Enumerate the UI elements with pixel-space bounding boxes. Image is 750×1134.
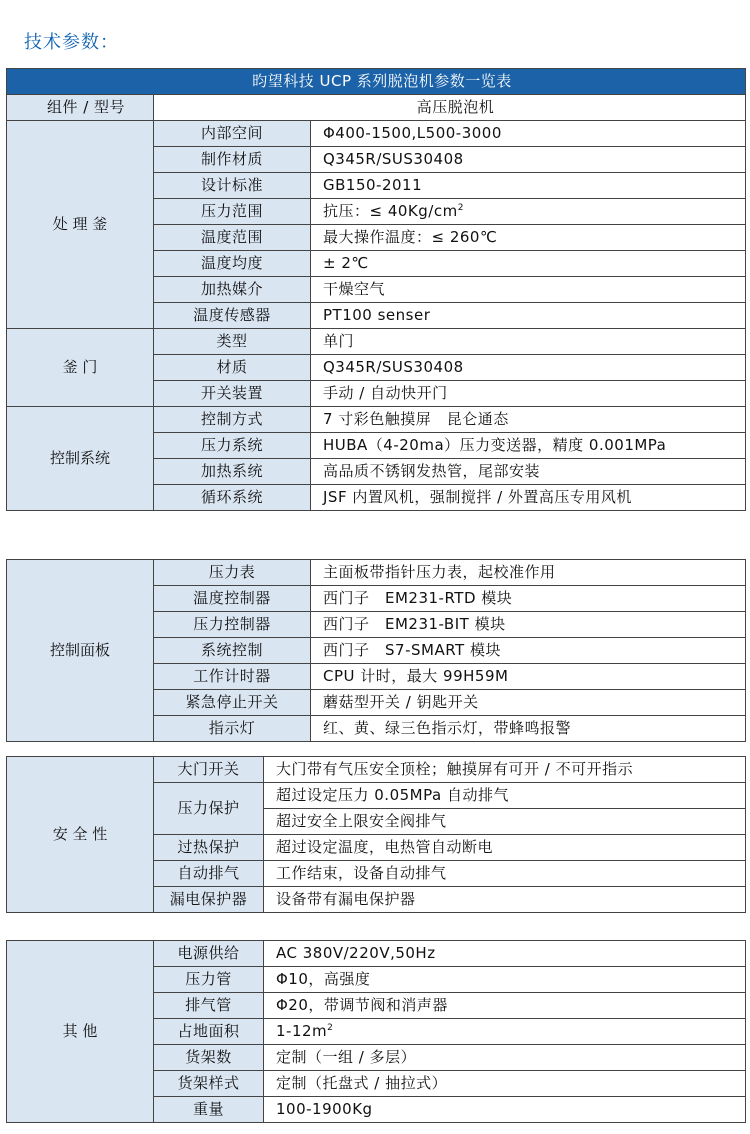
table-row (7, 329, 746, 355)
param-label: 压力管 (154, 967, 264, 993)
param-value-text: Φ20，带调节阀和消声器 (276, 996, 448, 1014)
param-label: 指示灯 (154, 716, 311, 742)
param-label: 自动排气 (154, 861, 264, 887)
param-value-text: Φ10，高强度 (276, 970, 371, 988)
param-value-text: 干燥空气 (323, 280, 386, 298)
param-value-text: 超过设定压力 0.05MPa 自动排气 (276, 786, 509, 804)
param-value-text: 手动 / 自动快开门 (323, 384, 448, 402)
param-value (311, 173, 746, 199)
param-label: 加热系统 (154, 459, 311, 485)
param-label: 货架样式 (154, 1071, 264, 1097)
group-name-cell: 其 他 (7, 941, 154, 1123)
param-value (311, 303, 746, 329)
param-value (264, 783, 746, 809)
param-label: 控制方式 (154, 407, 311, 433)
param-label: 压力表 (154, 560, 311, 586)
param-value (311, 716, 746, 742)
param-label: 工作计时器 (154, 664, 311, 690)
param-label: 漏电保护器 (154, 887, 264, 913)
param-value (264, 861, 746, 887)
param-value (311, 586, 746, 612)
param-label: 压力范围 (154, 199, 311, 225)
param-value (311, 277, 746, 303)
param-label: 循环系统 (154, 485, 311, 511)
group-name-cell: 处 理 釜 (7, 121, 154, 329)
param-value-text: AC 380V/220V,50Hz (276, 944, 436, 962)
param-label: 压力系统 (154, 433, 311, 459)
param-value-text: 工作结束，设备自动排气 (276, 864, 447, 882)
table-header-row (7, 95, 746, 121)
param-label: 排气管 (154, 993, 264, 1019)
param-value (264, 887, 746, 913)
param-value-text: 定制（托盘式 / 抽拉式） (276, 1074, 448, 1092)
param-value (311, 433, 746, 459)
param-label: 过热保护 (154, 835, 264, 861)
param-value-text: ± 2℃ (323, 254, 369, 272)
param-value (264, 967, 746, 993)
param-label: 紧急停止开关 (154, 690, 311, 716)
table-row (7, 941, 746, 967)
param-value-text: 超过设定温度，电热管自动断电 (276, 838, 494, 856)
param-value-text: 定制（一组 / 多层） (276, 1048, 417, 1066)
param-value (311, 251, 746, 277)
param-label: 设计标准 (154, 173, 311, 199)
param-value-text: CPU 计时，最大 99H59M (323, 667, 509, 685)
param-label: 占地面积 (154, 1019, 264, 1045)
param-label: 温度控制器 (154, 586, 311, 612)
param-value-text: 红、黄、绿三色指示灯，带蜂鸣报警 (323, 719, 572, 737)
param-value-text: HUBA（4-20ma）压力变送器，精度 0.001MPa (323, 436, 667, 454)
param-value-text: GB150-2011 (323, 176, 423, 194)
param-value-text: 西门子 EM231-RTD 模块 (323, 589, 513, 607)
param-value (311, 147, 746, 173)
param-value (311, 560, 746, 586)
param-label: 系统控制 (154, 638, 311, 664)
param-value (264, 1097, 746, 1123)
param-value (311, 459, 746, 485)
param-value (311, 381, 746, 407)
table-title-row (7, 69, 746, 95)
spec-table-main (6, 68, 746, 511)
param-value (311, 225, 746, 251)
spec-table-safety (6, 756, 746, 913)
table-row (7, 121, 746, 147)
param-value-text: 7 寸彩色触摸屏 昆仑通态 (323, 410, 509, 428)
param-label: 重量 (154, 1097, 264, 1123)
param-label: 温度传感器 (154, 303, 311, 329)
param-value (264, 809, 746, 835)
param-value-superscript: 2 (457, 203, 464, 213)
param-label: 大门开关 (154, 757, 264, 783)
param-label: 材质 (154, 355, 311, 381)
param-value-text: 主面板带指针压力表，起校准作用 (323, 563, 556, 581)
param-label: 货架数 (154, 1045, 264, 1071)
table-row (7, 757, 746, 783)
param-value (264, 941, 746, 967)
param-value-text: 1-12m (276, 1022, 328, 1040)
param-value-text: 高品质不锈钢发热管，尾部安装 (323, 462, 541, 480)
param-label: 温度均度 (154, 251, 311, 277)
param-label: 电源供给 (154, 941, 264, 967)
group-name-cell: 控制系统 (7, 407, 154, 511)
param-value (264, 993, 746, 1019)
param-value-text: Q345R/SUS30408 (323, 358, 464, 376)
param-value-text: 最大操作温度：≤ 260℃ (323, 228, 498, 246)
param-value (264, 1045, 746, 1071)
param-value (311, 638, 746, 664)
table-title: 昀望科技 UCP 系列脱泡机参数一览表 (7, 69, 746, 95)
table-row (7, 407, 746, 433)
param-value-superscript: 2 (327, 1023, 334, 1033)
header-label: 组件 / 型号 (7, 95, 154, 121)
param-value-text: PT100 senser (323, 306, 431, 324)
param-value-text: 超过安全上限安全阀排气 (276, 812, 447, 830)
param-value (311, 329, 746, 355)
param-value-text: Φ400-1500,L500-3000 (323, 124, 502, 142)
param-label: 温度范围 (154, 225, 311, 251)
spec-table-other (6, 940, 746, 1123)
param-value-text: JSF 内置风机，强制搅拌 / 外置高压专用风机 (323, 488, 632, 506)
group-name-cell: 釜 门 (7, 329, 154, 407)
param-value (311, 690, 746, 716)
spec-table-control-panel (6, 559, 746, 742)
param-label: 制作材质 (154, 147, 311, 173)
param-value (311, 355, 746, 381)
param-value (311, 612, 746, 638)
param-label: 压力保护 (154, 783, 264, 835)
param-value (264, 835, 746, 861)
page-heading: 技术参数： (24, 32, 119, 53)
param-value-text: 蘑菇型开关 / 钥匙开关 (323, 693, 479, 711)
group-name-cell: 安 全 性 (7, 757, 154, 913)
param-value-text: 设备带有漏电保护器 (276, 890, 416, 908)
param-value-text: 100-1900Kg (276, 1100, 373, 1118)
param-label: 类型 (154, 329, 311, 355)
param-value-text: 单门 (323, 332, 355, 350)
param-value (311, 664, 746, 690)
param-label: 压力控制器 (154, 612, 311, 638)
param-value-text: 抗压：≤ 40Kg/cm (323, 202, 458, 220)
param-value-text: 西门子 S7-SMART 模块 (323, 641, 501, 659)
param-value (264, 1019, 746, 1045)
header-value: 高压脱泡机 (154, 95, 746, 121)
param-value-text: 大门带有气压安全顶栓；触摸屏有可开 / 不可开指示 (276, 760, 634, 778)
param-value (311, 407, 746, 433)
group-name-cell: 控制面板 (7, 560, 154, 742)
param-value (311, 485, 746, 511)
param-label: 开关装置 (154, 381, 311, 407)
param-value (311, 199, 746, 225)
param-label: 加热媒介 (154, 277, 311, 303)
table-row (7, 560, 746, 586)
param-value (264, 1071, 746, 1097)
param-value-text: 西门子 EM231-BIT 模块 (323, 615, 506, 633)
param-label: 内部空间 (154, 121, 311, 147)
param-value (264, 757, 746, 783)
param-value (311, 121, 746, 147)
param-value-text: Q345R/SUS30408 (323, 150, 464, 168)
